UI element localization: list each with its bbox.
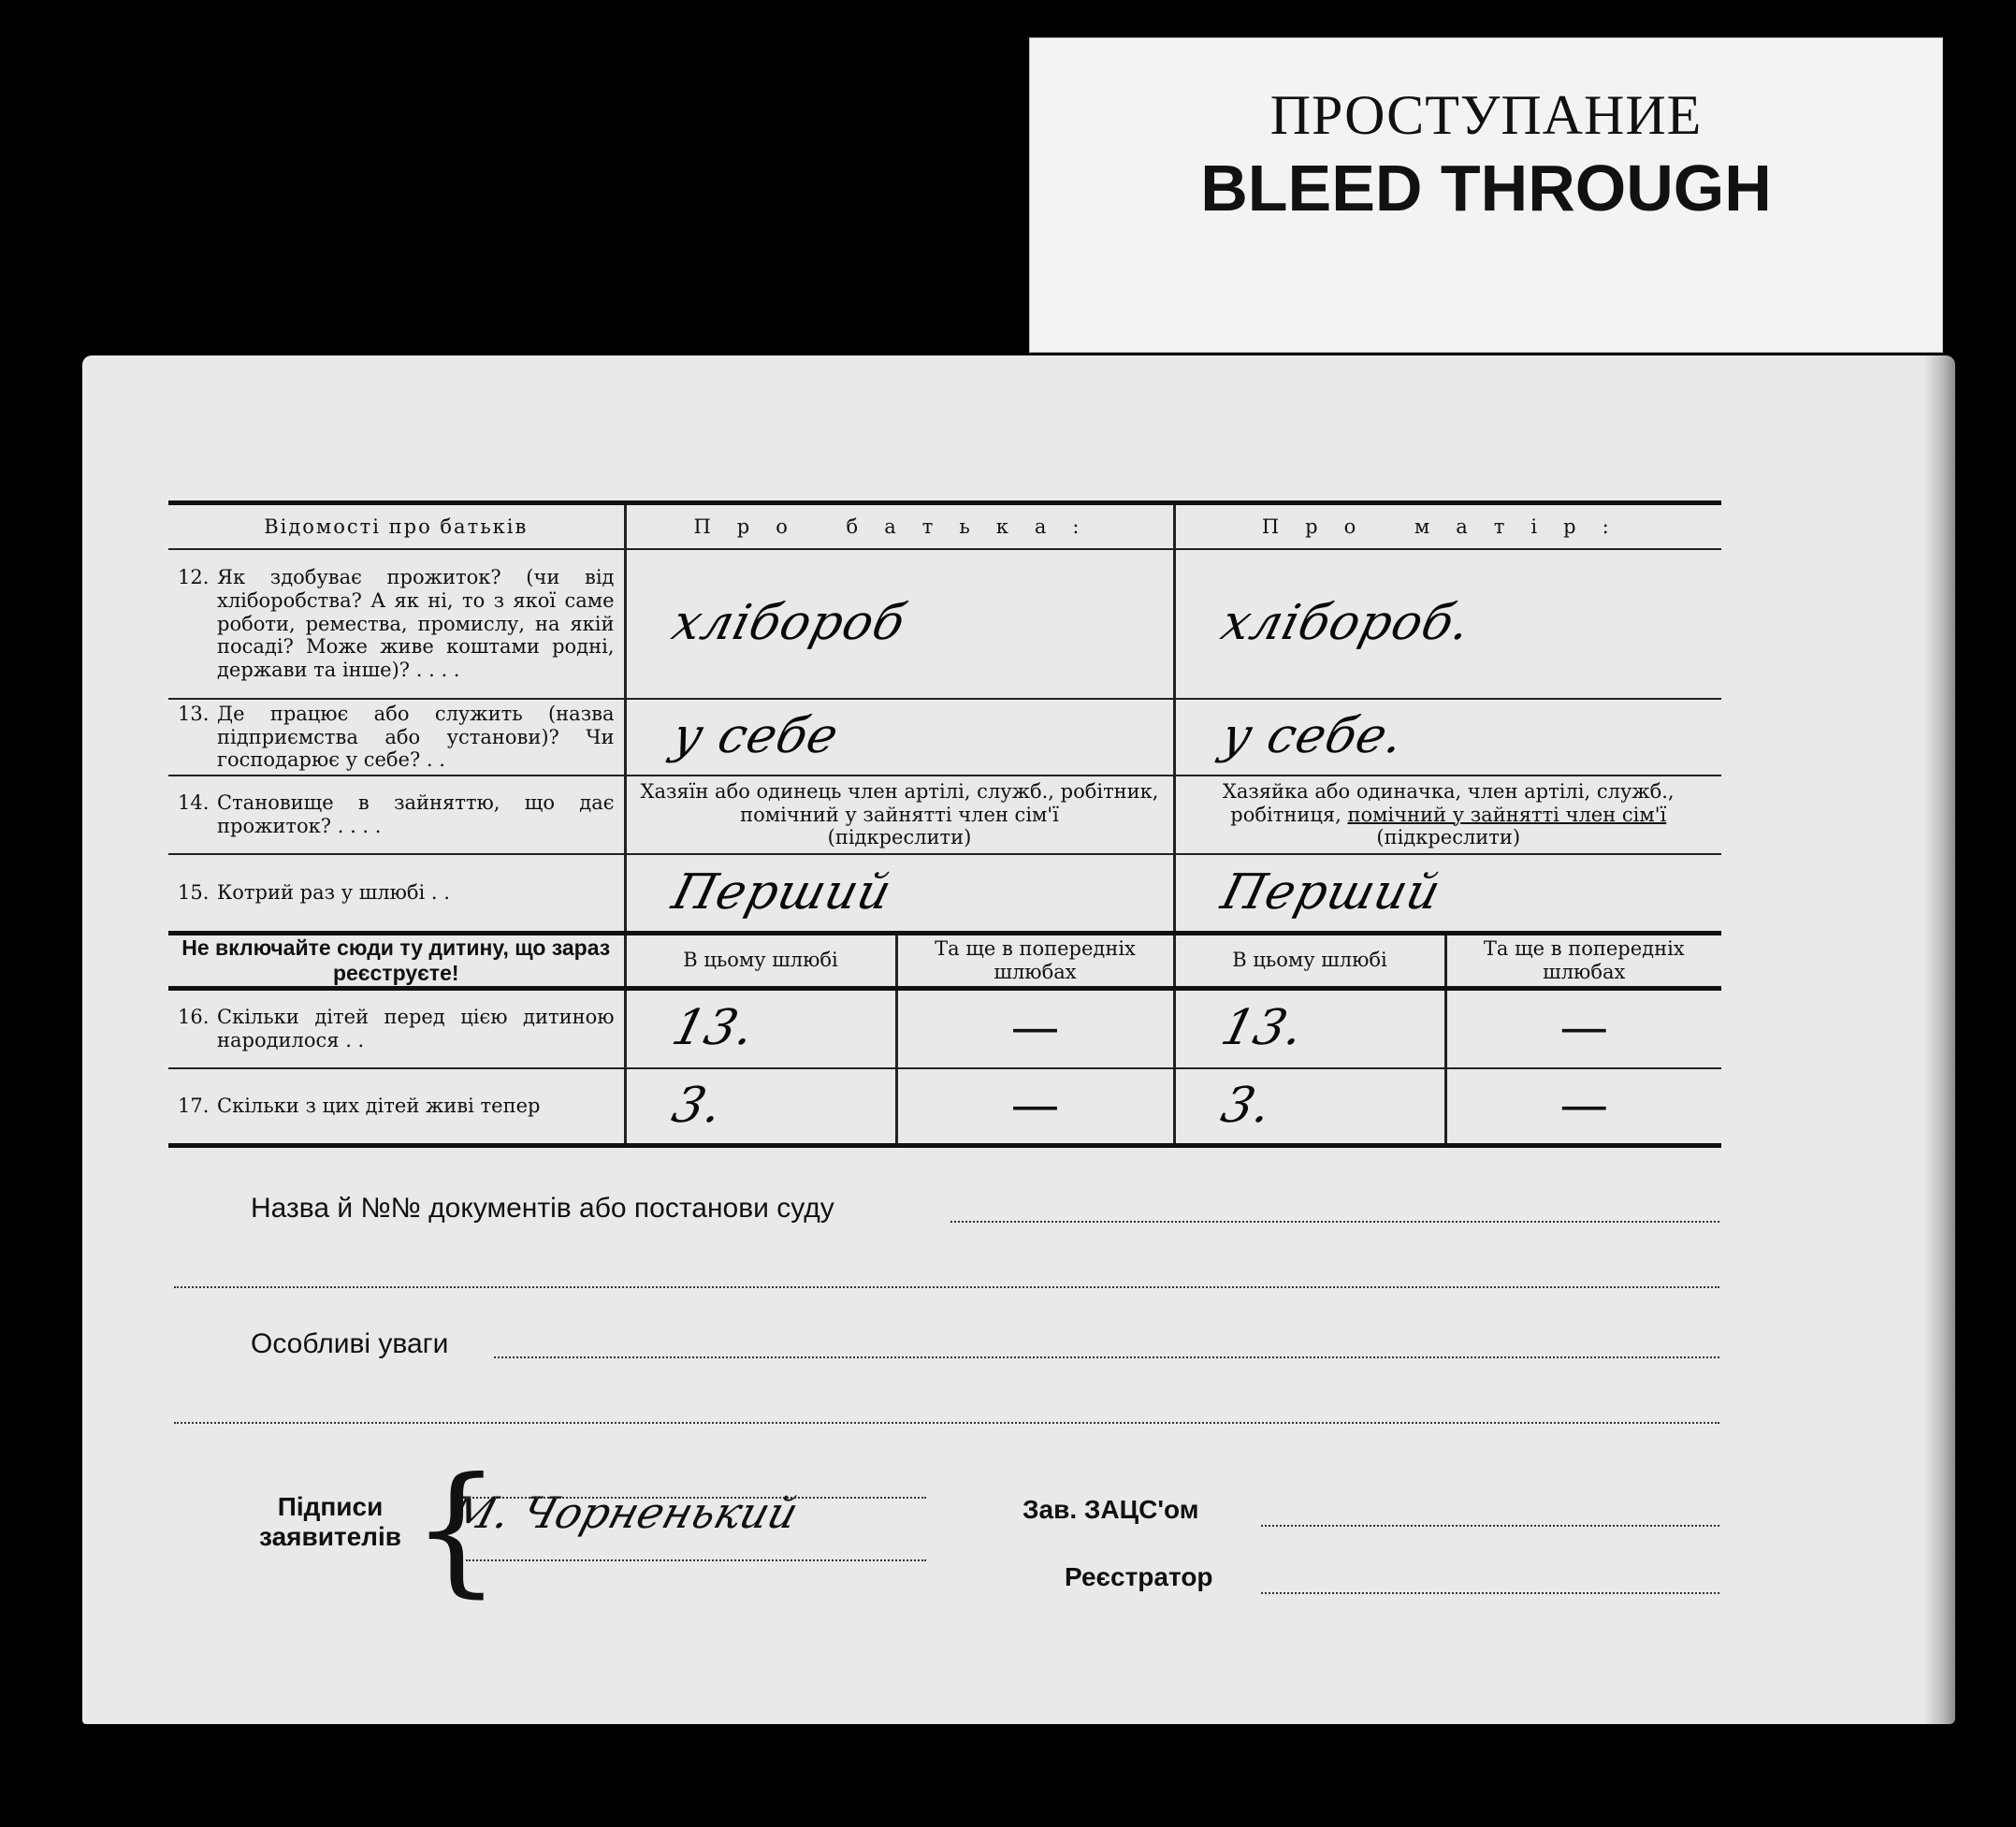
signature-line-2 <box>466 1559 926 1561</box>
table-row <box>168 776 1721 854</box>
mother-children-previous: — <box>1559 1000 1609 1057</box>
table-row <box>168 699 1721 776</box>
mother-workplace: у себе. <box>1215 708 1410 765</box>
mother-living-previous: — <box>1559 1077 1609 1134</box>
father-children-previous: — <box>1010 1000 1060 1057</box>
row-number: 16. <box>178 1006 210 1029</box>
mother-this-marriage-header: В цьому шлюбі <box>1174 933 1445 988</box>
signature-brace: { <box>412 1448 501 1611</box>
row-number: 15. <box>178 880 210 904</box>
row-number: 12. <box>178 566 210 589</box>
children-header-row <box>168 933 1721 988</box>
question-text: Становище в зайняттю, що дає прожиток? . . . . <box>217 791 615 837</box>
question-text: Як здобуває прожиток? (чи від хліборобства? А як ні, то з якої саме роботи, ремества, промислу, на якій посаді? Може живе коштами родні, держави та інше)? . . . . <box>217 566 615 682</box>
father-options: Хазяїн або одинець член артілі, служб., робітник, помічний у зайнятті член сім'ї <box>640 779 1159 826</box>
mother-occupation: хлібороб. <box>1215 595 1477 652</box>
registrar-label: Реєстратор <box>1065 1562 1213 1591</box>
table-row <box>168 988 1721 1068</box>
father-children-this: 13. <box>666 1000 761 1057</box>
signature-line-1 <box>466 1497 926 1499</box>
header-mother: Про матір: <box>1174 503 1721 550</box>
row-number: 13. <box>178 702 210 725</box>
question-text: Скільки з цих дітей живі тепер <box>217 1095 541 1118</box>
question-text: Котрий раз у шлюбі . . <box>217 880 450 904</box>
header-father: Про батька: <box>625 503 1174 550</box>
mother-children-this: 13. <box>1215 1000 1310 1057</box>
registrar-line <box>1261 1592 1719 1594</box>
documents-field-label: Назва й №№ документів або постанови суду <box>251 1193 834 1224</box>
remarks-field-line <box>494 1356 1719 1358</box>
signatures-label: Підписи заявителів <box>259 1492 401 1551</box>
father-living-children: 3. <box>666 1077 729 1134</box>
table-row <box>168 549 1721 699</box>
documents-field-line <box>950 1221 1719 1223</box>
parents-info-table <box>168 500 1721 1148</box>
bleed-through-label-card <box>1029 37 1943 353</box>
table-row <box>168 1068 1721 1145</box>
mother-living-children: 3. <box>1215 1077 1278 1134</box>
label-russian: ПРОСТУПАНИЕ <box>1269 84 1703 146</box>
mother-marriage-count: Перший <box>1215 863 1446 921</box>
father-marriage-count: Перший <box>666 863 897 921</box>
zags-head-line <box>1261 1525 1719 1527</box>
mother-underline-note: (підкреслити) <box>1376 826 1521 849</box>
table-header-row <box>168 503 1721 550</box>
remarks-field-line-2 <box>174 1422 1719 1424</box>
registration-form-sheet <box>82 355 1951 1724</box>
applicant-signature: М. Чорненький <box>444 1487 805 1538</box>
row-number: 14. <box>178 791 210 815</box>
children-exclusion-note: Не включайте сюди ту дитину, що зараз реєструєте! <box>168 933 625 988</box>
question-text: Скільки дітей перед цією дитиною народилося . . <box>217 1006 615 1051</box>
father-this-marriage-header: В цьому шлюбі <box>625 933 896 988</box>
documents-field-line-2 <box>174 1286 1719 1288</box>
row-number: 17. <box>178 1095 210 1118</box>
remarks-field-label: Особливі уваги <box>251 1328 449 1359</box>
father-previous-marriages-header: Та ще в попередніх шлюбах <box>896 933 1174 988</box>
mother-options-prefix: Хазяйка або одиначка, член артілі, служб., робітниця, <box>1222 779 1675 826</box>
father-living-previous: — <box>1010 1077 1060 1134</box>
question-text: Де працює або служить (назва підприємства або установи)? Чи господарює у себе? . . <box>217 702 615 772</box>
zags-head-label: Зав. ЗАЦС'ом <box>1023 1495 1199 1524</box>
label-english: BLEED THROUGH <box>1200 152 1772 225</box>
father-workplace: у себе <box>666 708 845 765</box>
father-underline-note: (підкреслити) <box>827 826 972 849</box>
mother-previous-marriages-header: Та ще в попередніх шлюбах <box>1445 933 1721 988</box>
mother-selected-option: помічний у зайнятті член сім'ї <box>1347 803 1667 826</box>
father-occupation: хлібороб <box>666 595 911 652</box>
header-parents-info: Відомості про батьків <box>168 503 625 550</box>
table-row <box>168 854 1721 933</box>
